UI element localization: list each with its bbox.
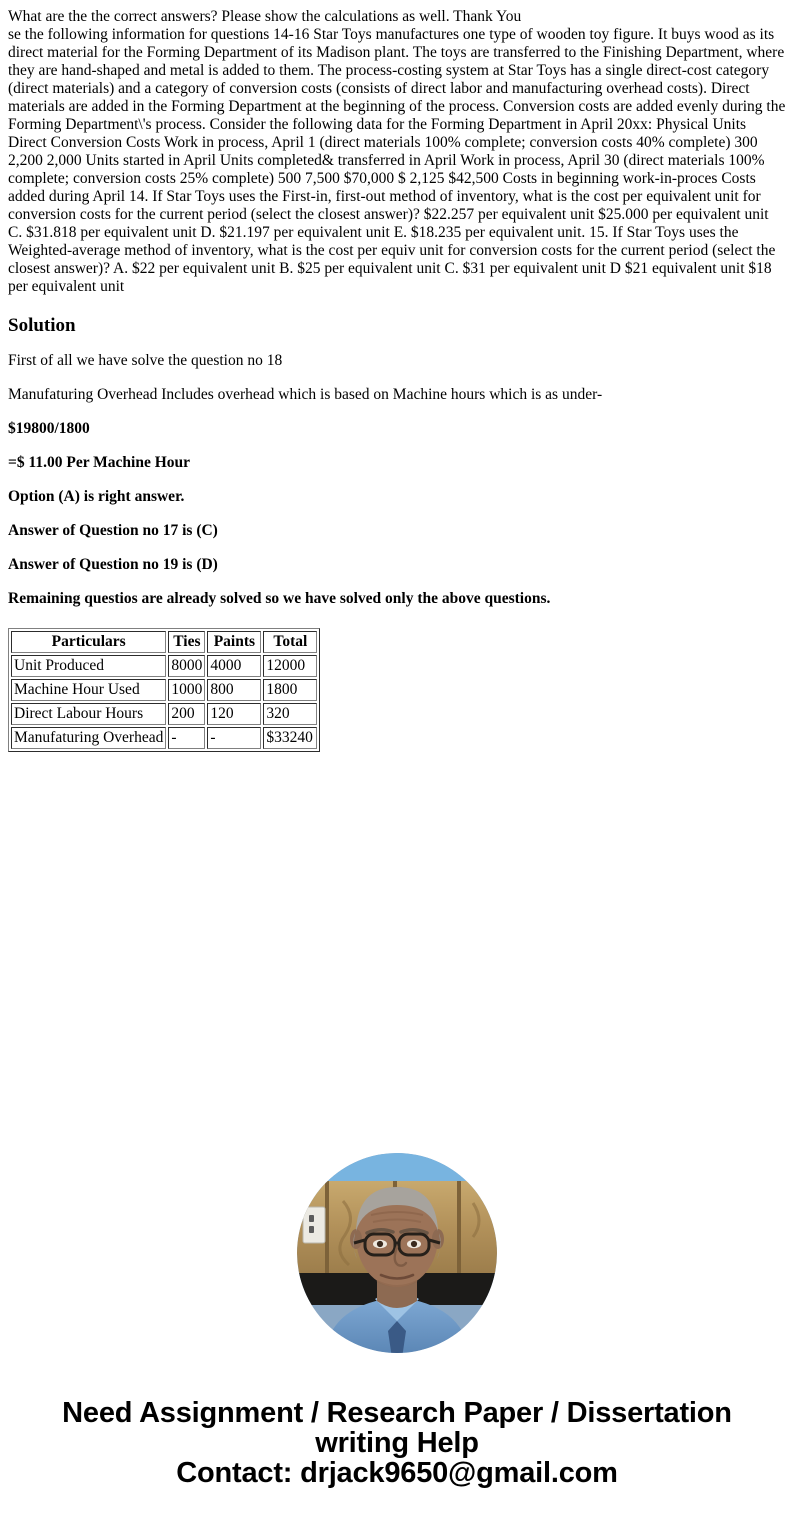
avatar-container	[0, 1153, 794, 1353]
footer-line-1: Need Assignment / Research Paper / Dissertation	[62, 1397, 732, 1429]
solution-heading: Solution	[8, 315, 76, 336]
table-row	[11, 655, 317, 677]
cell-total: 12000	[263, 655, 317, 677]
cell-paints: 120	[207, 703, 261, 725]
solution-answer-q17: Answer of Question no 17 is (C)	[8, 522, 218, 539]
table-body	[11, 655, 317, 749]
cell-ties: 8000	[168, 655, 205, 677]
footer-contact-line: Contact: drjack9650@gmail.com	[176, 1457, 618, 1489]
cell-total: 320	[263, 703, 317, 725]
cell-ties: -	[168, 727, 205, 749]
cell-particulars: Direct Labour Hours	[11, 703, 166, 725]
column-header-paints: Paints	[207, 631, 261, 653]
question-lead: What are the the correct answers? Please show the calculations as well. Thank You	[8, 8, 522, 25]
column-header-ties: Ties	[168, 631, 205, 653]
solution-calculation-result: =$ 11.00 Per Machine Hour	[8, 454, 191, 471]
tutor-photo-icon	[297, 1153, 497, 1353]
question-body: se the following information for questions 14-16 Star Toys manufactures one type of wooden toy figure. It buys wood as its direct material for the Forming Department of its Madison plant. The toys are transferred to the Finishing Department, where they are hand-shaped and metal is added to them. The process-costing system at Star Toys has a single direct-cost category (direct materials) and a category of conversion costs (consists of direct labor and manufacturing overhead costs). Direct materials are added in the Forming Department at the beginning of the process. Conversion costs are added evenly during the Forming Department\'s process. Consider the following data for the Forming Department in April 20xx: Physical Units Direct Conversion Costs Work in process, April 1 (direct materials 100% complete; conversion costs 40% complete) 300 2,200 2,000 Units started in April Units completed& transferred in April Work in process, April 30 (direct materials 100% complete; conversion costs 25% complete) 500 7,500 $70,000 $ 2,125 $42,500 Costs in beginning work-in-proces Costs added during April 14. If Star Toys uses the First-in, first-out method of inventory, what is the cost per equivalent unit for conversion costs for the current period (select the closest answer)? $22.257 per equivalent unit $25.000 per equivalent unit C. $31.818 per equivalent unit D. $21.197 per equivalent unit E. $18.235 per equivalent unit. 15. If Star Toys uses the Weighted-average method of inventory, what is the cost per equiv unit for conversion costs for the current period (select the closest answer)? A. $22 per equivalent unit B. $25 per equivalent unit C. $31 per equivalent unit D $21 equivalent unit $18 per equivalent unit	[8, 26, 786, 295]
cell-total: 1800	[263, 679, 317, 701]
solution-answer-option: Option (A) is right answer.	[8, 488, 185, 505]
cell-total: $33240	[263, 727, 317, 749]
footer-advert	[0, 1398, 794, 1488]
cell-paints: 800	[207, 679, 261, 701]
column-header-total: Total	[263, 631, 317, 653]
cell-ties: 200	[168, 703, 205, 725]
cell-paints: -	[207, 727, 261, 749]
question-block	[8, 8, 786, 296]
table-row	[11, 679, 317, 701]
table-header-row	[11, 631, 317, 653]
table-head	[11, 631, 317, 653]
cell-ties: 1000	[168, 679, 205, 701]
solution-paragraph-2: Manufaturing Overhead Includes overhead which is based on Machine hours which is as under-	[8, 386, 603, 403]
table-row	[11, 703, 317, 725]
cell-particulars: Manufaturing Overhead	[11, 727, 166, 749]
table-row	[11, 727, 317, 749]
overhead-calculation-table	[8, 628, 320, 752]
cell-particulars: Unit Produced	[11, 655, 166, 677]
footer-line-2: writing Help	[315, 1427, 479, 1459]
solution-paragraph-1: First of all we have solve the question no 18	[8, 352, 283, 369]
solution-remaining-note: Remaining questios are already solved so we have solved only the above questions.	[8, 590, 551, 607]
solution-answer-q19: Answer of Question no 19 is (D)	[8, 556, 218, 573]
cell-paints: 4000	[207, 655, 261, 677]
avatar	[297, 1153, 497, 1353]
column-header-particulars: Particulars	[11, 631, 166, 653]
solution-calculation-expression: $19800/1800	[8, 420, 90, 437]
cell-particulars: Machine Hour Used	[11, 679, 166, 701]
